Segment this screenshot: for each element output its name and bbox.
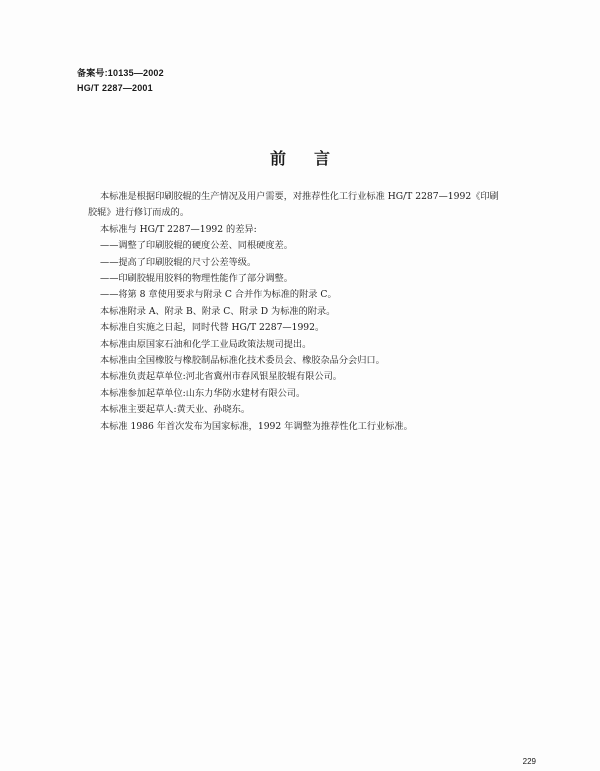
paragraph-participating-drafter: 本标准参加起草单位:山东力华防水建材有限公司。 bbox=[100, 387, 306, 399]
document-header bbox=[77, 66, 164, 96]
paragraph-difference-2: ——提高了印刷胶辊的尺寸公差等级。 bbox=[100, 256, 257, 268]
paragraph-replacement: 本标准自实施之日起，同时代替 HG/T 2287—1992。 bbox=[100, 322, 325, 334]
page-title: 前言 bbox=[269, 149, 358, 168]
paragraph-lead-drafter: 本标准负责起草单位:河北省冀州市春风银星胶辊有限公司。 bbox=[100, 371, 342, 383]
page-number: 229 bbox=[522, 757, 536, 766]
paragraph-history: 本标准 1986 年首次发布为国家标准，1992 年调整为推荐性化工行业标准。 bbox=[100, 420, 413, 432]
paragraph-difference-4: ——将第 8 章使用要求与附录 C 合并作为标准的附录 C。 bbox=[100, 289, 337, 301]
paragraph-proposer: 本标准由原国家石油和化学工业局政策法规司提出。 bbox=[100, 338, 312, 350]
paragraph-intro-line1: 本标准是根据印刷胶辊的生产情况及用户需要，对推荐性化工行业标准 HG/T 2287—1992《印刷 bbox=[100, 191, 499, 202]
paragraph-main-authors: 本标准主要起草人:黄天业、孙晓东。 bbox=[100, 404, 251, 416]
paragraph-difference-1: ——调整了印刷胶辊的硬度公差、同根硬度差。 bbox=[100, 240, 293, 252]
paragraph-centralizer: 本标准由全国橡胶与橡胶制品标准化技术委员会、橡胶杂品分会归口。 bbox=[100, 355, 385, 367]
record-number: 备案号:10135—2002 bbox=[77, 68, 164, 78]
foreword-body bbox=[88, 189, 548, 435]
paragraph-intro-line2: 胶辊》进行修订而成的。 bbox=[88, 207, 190, 219]
paragraph-difference-3: ——印刷胶辊用胶料的物理性能作了部分调整。 bbox=[100, 273, 293, 285]
paragraph-appendices: 本标准附录 A、附录 B、附录 C、附录 D 为标准的附录。 bbox=[100, 305, 336, 317]
standard-number: HG/T 2287—2001 bbox=[77, 83, 153, 93]
paragraph-differences-heading: 本标准与 HG/T 2287—1992 的差异: bbox=[100, 223, 257, 235]
